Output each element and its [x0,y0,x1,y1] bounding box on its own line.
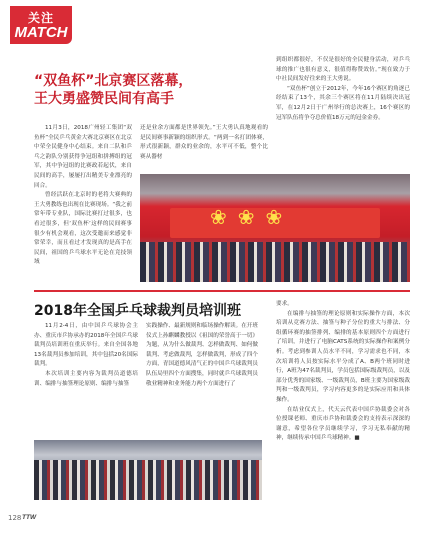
badge-label-match: MATCH [14,24,68,41]
story1-paragraph: 11月3日，2018广州轻工集团“双鱼杯”全民乒乓黄金大赛北京赛区在北京中荣全民健身中心结束。来自二队和乒乓之韵队分别获得争冠组和拼搏组的冠军，其中争冠组的比赛政若起伏，来自民间的高手，屡屡打出精美专业漂亮的回合。 [34,125,132,189]
story2-title: 2018年全国乒乓球裁判员培训班 [34,303,241,319]
photo-group-of-referees [34,460,262,500]
story1-title-line1: “双鱼杯”北京赛区落幕， [34,73,193,89]
story1-paragraph: 到组织都很好，不仅是很好的全民健身活动，对乒乓球的推广也很有意义，很值得称赞效仿。”现在致力于中社民间发好往来的王大勇说。 [276,57,410,83]
story1-column-3 [276,56,410,172]
story1-paragraph: “双鱼杯”创立于2012年，今年16个赛区的角逐已经结束了13个，其余三个赛区将在11月陆续决出冠军，在12月2日于广州举行的总决赛上，16个赛区的冠军队伍将争夺总价值18万元的冠金金券。 [276,85,410,121]
page-number: 128 [8,514,22,522]
story1-title-line2: 王大勇盛赞民间有高手 [34,91,174,107]
story2-paragraph: 本次培训主要内容为裁判员道德培训、编排与抽签理论原则、编排与抽签 [34,370,138,387]
event-photo-shuangyu-cup [140,174,410,282]
story2-column-3 [276,300,410,512]
badge-label-chinese: 关注 [27,11,54,25]
story1-column-1 [34,124,132,284]
story2-column-2 [146,322,258,436]
photo-banner-decoration: ❀ ❀ ❀ [210,205,285,229]
story2-paragraph: 要求。 [276,301,293,307]
story2-paragraph: 实践操作、最新规则和临场操作解读。在开班仪式上孙麒麟教授以《祖国的荣誉高于一切》为题，从为什么做裁判、怎样做裁判、如何做裁判、考虑做裁判，怎样做裁判，形成了四个方面，青国道德风清气正的中国乒乓球裁判员队伍局里四个方面搜集，同时就乒乓球裁判员敬业精神和业务能力两个方面进行了 [146,323,258,387]
story2-paragraph: 在结业仪式上，代天云代表中国乒协裁委会对各位授课老师、重庆市乒协和裁委会的支持表示深深的谢意，希望各位学员继续学习，学习无私奉献的精神，继续传承中国乒乓球精神。■ [276,406,410,442]
story1-paragraph: 还是业余方面都是世界领先。”王大勇认真地观看的是民间赛事新颖的组织形式。“两到一名打团体赛，形式很新颖，群众的业余的，水平可不低，整个比赛从器材 [140,125,268,160]
magazine-brand: TTW [22,514,37,521]
story2-paragraph: 11月2-4日，由中国乒乓球协会主办、重庆市乒协承办的2018年全国乒乓球裁判员培训班在重庆举行。来自全国各地13名裁判员参加培训，其中包括20名国际裁判。 [34,323,138,368]
story2-paragraph: 在编排与抽签的理论原则和实际操作方面，本次培训从竞赛方法、抽签与种子分位的重大与排法、分组循环赛的抽签排列、编排的基本原则四个方面进行了培训，并进行了电脑CATS系统的实际操作和案例分析。考虑到参训人员水平不同，学习需求也不同，本次培训将人员按实际水平分成了A、B两个班同时进行，A班为47名裁判员，学员包括国际级裁判员，以及部分优秀的国家级、一级裁判员，B班主要为国家级裁判和一级裁判员，学习内容更多的是实际应用和具体操作。 [276,310,410,403]
story2-column-1 [34,322,138,436]
story1-column-2 [140,124,268,172]
section-badge [10,6,72,44]
training-group-photo [34,440,262,500]
photo-group-of-players [140,242,410,282]
story1-paragraph: 曾经活跃在北京时的老将大赛典的王大勇教练也出现在比赛现场。“我之前常年带专业队，国际比赛打过很多，也看过很多，但‘双鱼杯’这样的民间赛事很少有机会观看，这次受邀而来感觉非常荣幸，而且看过才发现真的是高手在民间，祖国的乒乓球水平无论在竞技领域 [34,192,132,266]
section-divider [34,290,410,292]
